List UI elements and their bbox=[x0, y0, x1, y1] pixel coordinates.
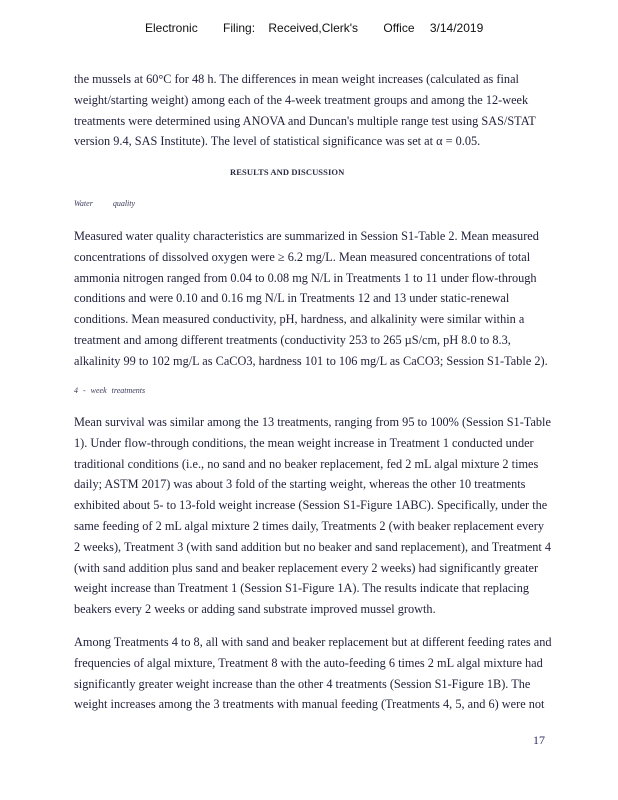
text-line: treatment and among different treatments (conductivity 253 to 265 µS/cm, pH 8.0 to 8.3, bbox=[74, 332, 511, 347]
text-line: conditions. Mean measured conductivity, pH, hardness, and alkalinity were similar within a bbox=[74, 312, 525, 327]
text-line: treatments were determined using ANOVA and Duncan's multiple range test using SAS/STAT bbox=[74, 113, 536, 128]
text-line: Measured water quality characteristics are summarized in Session S1-Table 2. Mean measured bbox=[74, 229, 539, 243]
paragraph-water-quality bbox=[74, 226, 604, 372]
text-line: frequencies of algal mixture, Treatment 8 with the auto-feeding 6 times 2 mL algal mixture had bbox=[74, 655, 543, 670]
header-electronic: Electronic bbox=[145, 21, 198, 35]
text-line: concentrations of dissolved oxygen were ≥ 6.2 mg/L. Mean measured concentrations of total bbox=[74, 249, 531, 264]
header-received-clerks: Received,Clerk's bbox=[268, 21, 359, 35]
text-line: weight increase than Treatment 1 (Session S1-Figure 1A). The results indicate that replacing bbox=[74, 581, 529, 596]
section-heading-results: RESULTS AND DISCUSSION bbox=[230, 167, 345, 177]
subheading-4-week-treatments: 4 - week treatments bbox=[74, 386, 146, 395]
text-line: 2 weeks), Treatment 3 (with sand addition but no beaker and sand replacement), and Treatment 4 bbox=[74, 539, 552, 554]
paragraph-methods-statistics bbox=[74, 69, 604, 152]
text-line: traditional conditions (i.e., no sand and no beaker replacement, fed 2 mL algal mixture 2 times bbox=[74, 456, 539, 471]
text-line: Among Treatments 4 to 8, all with sand and beaker replacement but at different feeding rates and bbox=[74, 635, 552, 649]
page-number: 17 bbox=[533, 733, 545, 747]
efiling-stamp-header bbox=[145, 21, 483, 35]
text-line: weight increases among the 3 treatments with manual feeding (Treatments 4, 5, and 6) were not bbox=[74, 697, 545, 712]
text-line: weight/starting weight) among each of the 4-week treatment groups and among the 12-week bbox=[74, 92, 529, 107]
paragraph-feeding-treatments bbox=[74, 632, 604, 715]
text-line: beakers every 2 weeks or adding sand substrate improved mussel growth. bbox=[74, 602, 436, 617]
text-line: significantly greater weight increase than the other 4 treatments (Session S1-Figure 1B). The bbox=[74, 676, 531, 691]
header-date: 3/14/2019 bbox=[429, 21, 484, 35]
header-filing: Filing: bbox=[223, 21, 256, 35]
paragraph-survival-weight bbox=[74, 412, 604, 620]
text-line: the mussels at 60°C for 48 h. The differences in mean weight increases (calculated as final bbox=[74, 72, 519, 86]
text-line: 1). Under flow-through conditions, the mean weight increase in Treatment 1 conducted under bbox=[74, 435, 534, 450]
text-line: alkalinity 99 to 102 mg/L as CaCO3, hardness 101 to 106 mg/L as CaCO3; Session S1-Table 2). bbox=[74, 353, 548, 368]
text-line: version 9.4, SAS Institute). The level of statistical significance was set at α = 0.05. bbox=[74, 134, 481, 149]
subheading-water-quality: Water quality bbox=[74, 199, 136, 208]
text-line: conditions and were 0.10 and 0.16 mg N/L in Treatments 12 and 13 under static-renewal bbox=[74, 291, 510, 306]
text-line: same feeding of 2 mL algal mixture 2 times daily, Treatments 2 (with beaker replacement every bbox=[74, 518, 544, 533]
text-line: Mean survival was similar among the 13 treatments, ranging from 95 to 100% (Session S1-Table bbox=[74, 415, 551, 429]
text-line: (with sand addition plus sand and beaker replacement every 2 weeks) had significantly greater bbox=[74, 560, 539, 575]
text-line: exhibited about 5- to 13-fold weight increase (Session S1-Figure 1ABC). Specifically, under the bbox=[74, 498, 548, 513]
header-office: Office bbox=[383, 21, 415, 35]
text-line: ammonia nitrogen ranged from 0.04 to 0.08 mg N/L in Treatments 1 to 11 under flow-through bbox=[74, 270, 537, 285]
text-line: daily; ASTM 2017) was about 3 fold of the starting weight, whereas the other 10 treatments bbox=[74, 477, 526, 492]
